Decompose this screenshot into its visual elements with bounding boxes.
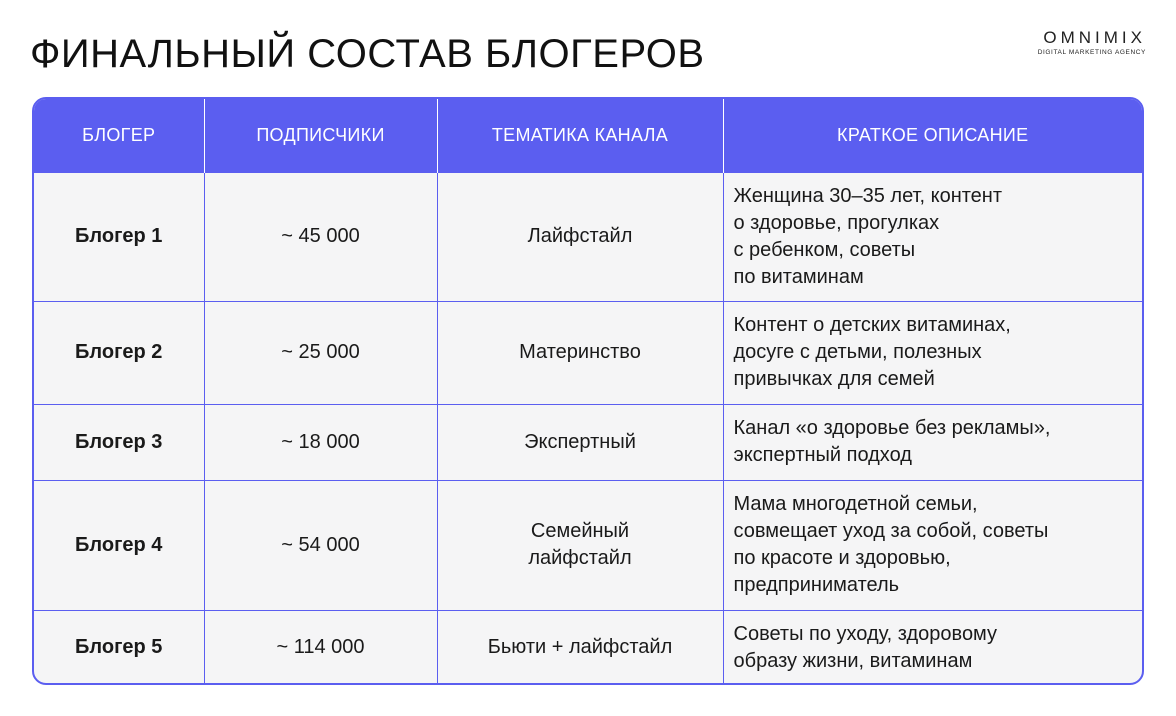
table-header-row (34, 99, 1142, 172)
table-row (34, 610, 1142, 685)
blogger-name: Блогер 2 (34, 301, 204, 404)
channel-topic: Лайфстайл (437, 172, 723, 301)
topic-line: Семейный (530, 520, 630, 542)
table-row (34, 172, 1142, 301)
table-row (34, 301, 1142, 404)
header-blogger: БЛОГЕР (34, 99, 204, 172)
description-line: Советы по уходу, здоровому (733, 622, 998, 645)
description-line: совмещает уход за собой, советы (733, 520, 1049, 542)
description-line: с ребенком, советы (733, 238, 916, 261)
description-line: привычках для семей (733, 368, 935, 390)
description-line: по красоте и здоровью, (733, 547, 951, 569)
blogger-name: Блогер 1 (34, 172, 204, 301)
channel-topic (437, 480, 723, 610)
subscriber-count: ~ 45 000 (204, 172, 437, 301)
channel-topic: Экспертный (437, 404, 723, 480)
blogger-name: Блогер 5 (34, 610, 204, 685)
channel-topic: Материнство (437, 301, 723, 404)
description-line: по витаминам (733, 265, 864, 288)
short-description (723, 172, 1142, 301)
description-line: Канал «о здоровье без рекламы», (733, 417, 1051, 439)
page-title: ФИНАЛЬНЫЙ СОСТАВ БЛОГЕРОВ (30, 32, 705, 76)
bloggers-table-container (32, 97, 1144, 685)
short-description (723, 404, 1142, 480)
description-line: о здоровье, прогулках (733, 211, 940, 234)
blogger-name: Блогер 4 (34, 480, 204, 610)
bloggers-table (34, 99, 1142, 685)
table-row (34, 480, 1142, 610)
channel-topic: Бьюти + лайфстайл (437, 610, 723, 685)
topic-line: лайфстайл (528, 547, 632, 569)
subscriber-count: ~ 114 000 (204, 610, 437, 685)
table-row (34, 404, 1142, 480)
header-description: КРАТКОЕ ОПИСАНИЕ (723, 99, 1142, 172)
description-line: Мама многодетной семьи, (733, 493, 978, 515)
subscriber-count: ~ 25 000 (204, 301, 437, 404)
short-description (723, 301, 1142, 404)
description-line: образу жизни, витаминам (733, 649, 973, 672)
description-line: досуге с детьми, полезных (733, 341, 982, 363)
header-topic: ТЕМАТИКА КАНАЛА (437, 99, 723, 172)
description-line: экспертный подход (733, 444, 912, 466)
agency-logo (1038, 28, 1146, 57)
description-line: Женщина 30–35 лет, контент (733, 184, 1003, 207)
blogger-name: Блогер 3 (34, 404, 204, 480)
header-subscribers: ПОДПИСЧИКИ (204, 99, 437, 172)
logo-name: OMNIMIX (1043, 28, 1146, 47)
description-line: Контент о детских витаминах, (733, 314, 1011, 336)
subscriber-count: ~ 54 000 (204, 480, 437, 610)
short-description (723, 480, 1142, 610)
short-description (723, 610, 1142, 685)
description-line: предприниматель (733, 574, 900, 596)
logo-tagline: DIGITAL MARKETING AGENCY (1037, 49, 1146, 56)
subscriber-count: ~ 18 000 (204, 404, 437, 480)
